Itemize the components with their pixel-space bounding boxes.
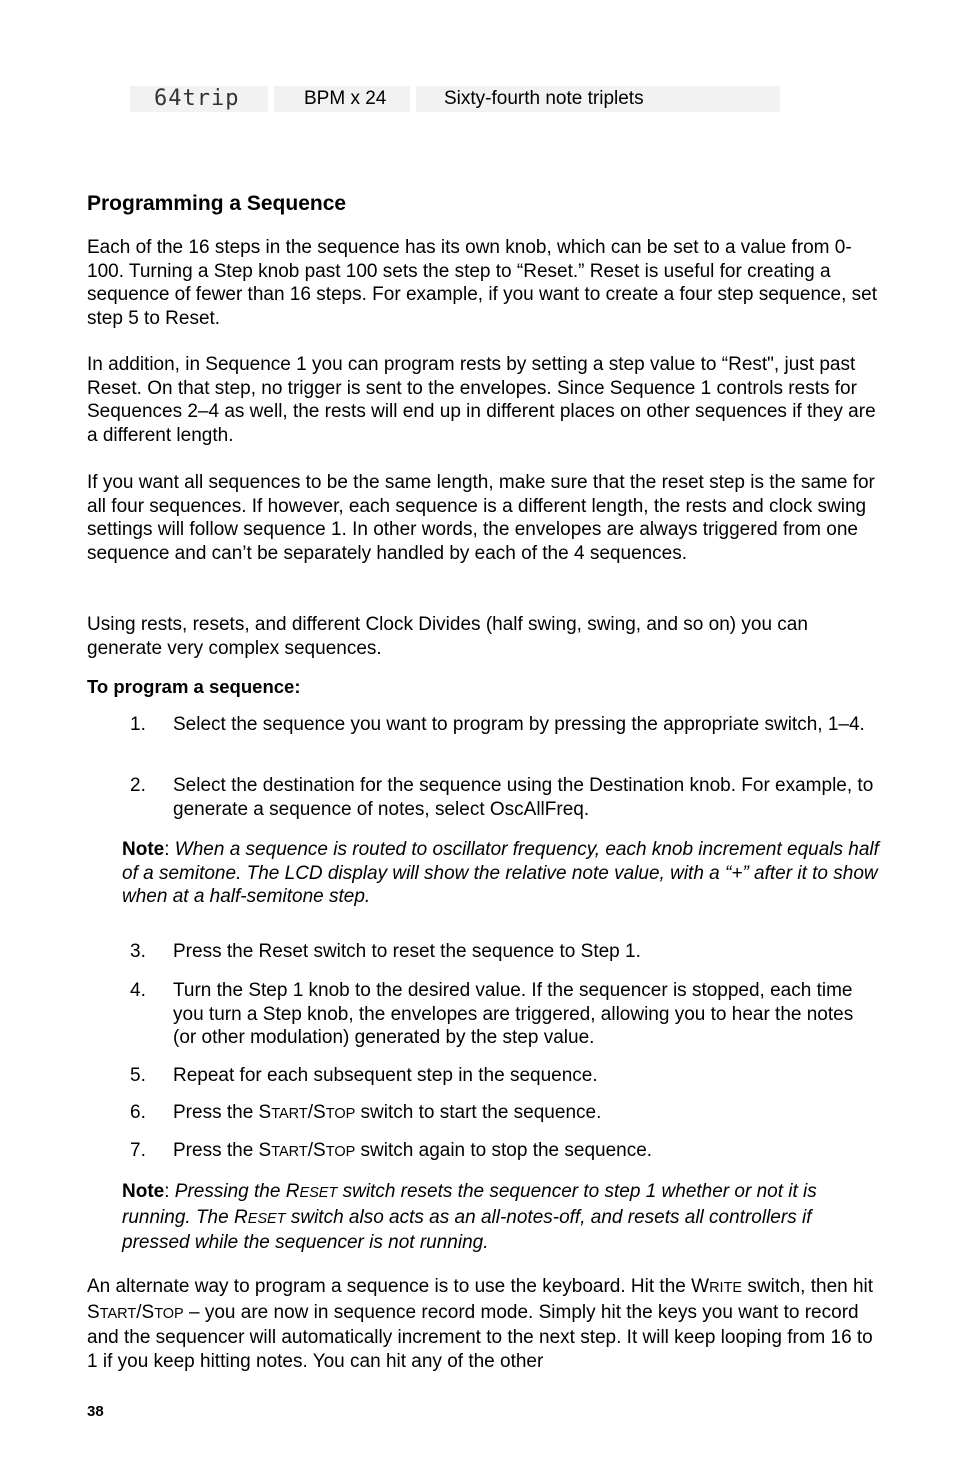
procedure-label: To program a sequence: <box>87 676 301 697</box>
list-item <box>130 979 880 1050</box>
page-number: 38 <box>87 1403 104 1420</box>
paragraph-1: Each of the 16 steps in the sequence has its own knob, which can be set to a value from 0-100. Turning a Step knob past 100 sets the step to “Reset.” Reset is useful for creating a sequence of fewer than 16 steps. For example, if you want to create a four step sequence, set step 5 to Reset. <box>87 237 878 329</box>
step-text: Repeat for each subsequent step in the sequence. <box>173 1065 598 1086</box>
step-number: 3. <box>130 941 146 962</box>
step-number: 4. <box>130 980 146 1001</box>
lcd-value-cell <box>130 86 268 112</box>
step-number: 1. <box>130 714 146 735</box>
paragraph-2: In addition, in Sequence 1 you can program rests by setting a step value to “Rest", just past Reset. On that step, no trigger is sent to the envelopes. Since Sequence 1 controls rests for Sequences 2–4 as well, the rests will end up in different places on other sequences if they are a different length. <box>87 354 876 446</box>
description-value: Sixty-fourth note triplets <box>444 88 644 109</box>
note-text: When a sequence is routed to oscillator frequency, each knob increment equals half of a semitone. The LCD display will show the relative note value, with a “+” after it to show when at a half-semitone step. <box>122 839 879 907</box>
step-text: Press the START/STOP switch again to stop the sequence. <box>173 1140 653 1161</box>
note-label: Note <box>122 1181 165 1202</box>
step-number: 6. <box>130 1102 146 1123</box>
paragraph-3: If you want all sequences to be the same length, make sure that the reset step is the same for all four sequences. If however, each sequence is a different length, the rests and clock swing settings will follow sequence 1. In other words, the envelopes are always triggered from one sequence and can’t be separately handled by each of the 4 sequences. <box>87 472 875 564</box>
step-text: Select the sequence you want to program by pressing the appropriate switch, 1–4. <box>173 714 865 735</box>
list-item <box>130 774 880 821</box>
list-item <box>130 940 880 964</box>
list-item <box>130 713 880 737</box>
list-item <box>130 1064 880 1088</box>
section-title: Programming a Sequence <box>87 192 347 215</box>
list-item <box>130 1139 880 1165</box>
paragraph-4: Using rests, resets, and different Clock Divides (half swing, swing, and so on) you can generate very complex sequences. <box>87 614 808 659</box>
step-number: 7. <box>130 1140 146 1161</box>
paragraph-keyboard-record: An alternate way to program a sequence is to use the keyboard. Hit the WRITE switch, then hit START/STOP – you are now in sequence record mode. Simply hit the keys you want to record and the sequencer will automatically increment to the next step. It will keep looping from 16 to 1 if you keep hitting notes. You can hit any of the other <box>87 1276 874 1372</box>
step-text: Turn the Step 1 knob to the desired value. If the sequencer is stopped, each time you turn a Step knob, the envelopes are triggered, allowing you to hear the notes (or other modulation) generated by the step value. <box>173 980 854 1048</box>
step-number: 2. <box>130 775 146 796</box>
step-text: Select the destination for the sequence using the Destination knob. For example, to generate a sequence of notes, select OscAllFreq. <box>173 775 874 820</box>
lcd-value: 64trip <box>154 86 240 111</box>
step-text: Press the Reset switch to reset the sequence to Step 1. <box>173 941 641 962</box>
rate-cell <box>274 86 410 112</box>
step-number: 5. <box>130 1065 146 1086</box>
note-label: Note <box>122 839 165 860</box>
note-text: Pressing the RESET switch resets the sequencer to step 1 whether or not it is running. The RESET switch also acts as an all-notes-off, and resets all controllers if pressed while the sequencer is not running. <box>122 1181 817 1253</box>
note-reset-switch: Note: Pressing the RESET switch resets the sequencer to step 1 whether or not it is running. The RESET switch also acts as an all-notes-off, and resets all controllers if pressed while the sequencer is not running. <box>122 1181 817 1253</box>
note-oscillator-frequency: Note: When a sequence is routed to oscillator frequency, each knob increment equals half of a semitone. The LCD display will show the relative note value, with a “+” after it to show when at a half-semitone step. <box>122 839 879 907</box>
description-cell <box>416 86 780 112</box>
list-item <box>130 1101 880 1127</box>
step-text: Press the START/STOP switch to start the sequence. <box>173 1102 602 1123</box>
rate-value: BPM x 24 <box>304 88 387 109</box>
